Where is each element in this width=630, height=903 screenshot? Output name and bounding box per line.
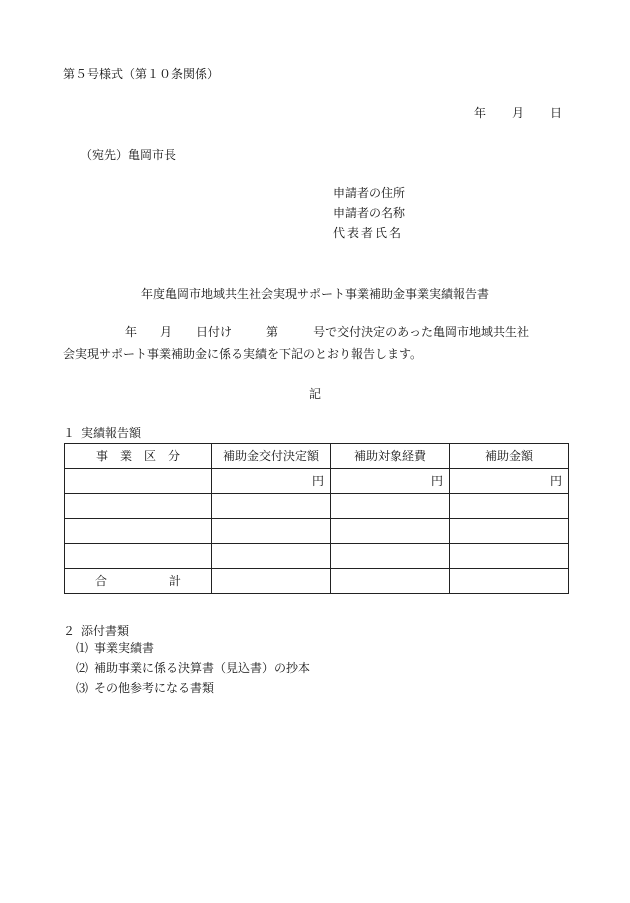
applicant-address-label: 申請者の住所 — [333, 186, 406, 200]
section-2-number: ２ — [63, 624, 76, 638]
body-rest: 号で交付決定のあった亀岡市地域共生社 — [313, 325, 529, 339]
table-cell — [212, 544, 331, 569]
table-cell — [450, 544, 569, 569]
attachment-item: ⑵ 補助事業に係る決算書（見込書）の抄本 — [76, 661, 311, 675]
date-day: 日 — [549, 106, 562, 120]
table-row — [65, 519, 569, 544]
table-cell: 円 — [331, 469, 450, 494]
header-eligible-expenses: 補助対象経費 — [331, 444, 450, 469]
form-number: 第５号様式（第１０条関係） — [63, 67, 220, 81]
applicant-name-label: 申請者の名称 — [333, 206, 406, 220]
attachment-item: ⑴ 事業実績書 — [76, 641, 155, 655]
table-cell — [65, 544, 212, 569]
section-1-number: １ — [63, 426, 76, 440]
representative-label: 代表者氏名 — [333, 226, 404, 240]
date-year: 年 — [473, 106, 486, 120]
body-dated: 日付け — [196, 325, 233, 339]
section-1-title: 実績報告額 — [81, 426, 142, 440]
table-cell — [212, 569, 331, 594]
attachment-item: ⑶ その他参考になる書類 — [76, 681, 215, 695]
table-cell — [331, 569, 450, 594]
table-header-row — [65, 444, 569, 469]
section-1-heading — [63, 427, 141, 439]
report-table — [64, 443, 569, 594]
table-cell — [331, 519, 450, 544]
section-2-title: 添付書類 — [81, 624, 130, 638]
section-2-heading — [63, 625, 129, 637]
table-cell — [212, 519, 331, 544]
table-row — [65, 494, 569, 519]
table-cell — [65, 494, 212, 519]
table-cell: 円 — [212, 469, 331, 494]
body-dai: 第 — [266, 325, 279, 339]
date-line — [474, 107, 562, 119]
total-label: 合 計 — [65, 569, 212, 594]
table-row — [65, 544, 569, 569]
table-cell — [65, 519, 212, 544]
ki-heading: 記 — [308, 387, 321, 401]
addressee: （宛先）亀岡市長 — [80, 148, 177, 162]
document-title: 年度亀岡市地域共生社会実現サポート事業補助金事業実績報告書 — [140, 287, 489, 301]
header-grant-amount: 補助金額 — [450, 444, 569, 469]
header-decision-amount: 補助金交付決定額 — [212, 444, 331, 469]
table-row — [65, 469, 569, 494]
table-total-row — [65, 569, 569, 594]
table-cell — [450, 569, 569, 594]
table-cell — [331, 544, 450, 569]
table-cell — [212, 494, 331, 519]
body-line-2: 会実現サポート事業補助金に係る実績を下記のとおり報告します。 — [63, 347, 423, 361]
body-month: 月 — [160, 325, 173, 339]
table-cell — [331, 494, 450, 519]
body-year: 年 — [125, 325, 138, 339]
table-cell — [65, 469, 212, 494]
date-month: 月 — [511, 106, 524, 120]
body-line-1 — [63, 326, 566, 338]
header-category: 事 業 区 分 — [65, 444, 212, 469]
table-cell — [450, 494, 569, 519]
table-cell — [450, 519, 569, 544]
table-cell: 円 — [450, 469, 569, 494]
